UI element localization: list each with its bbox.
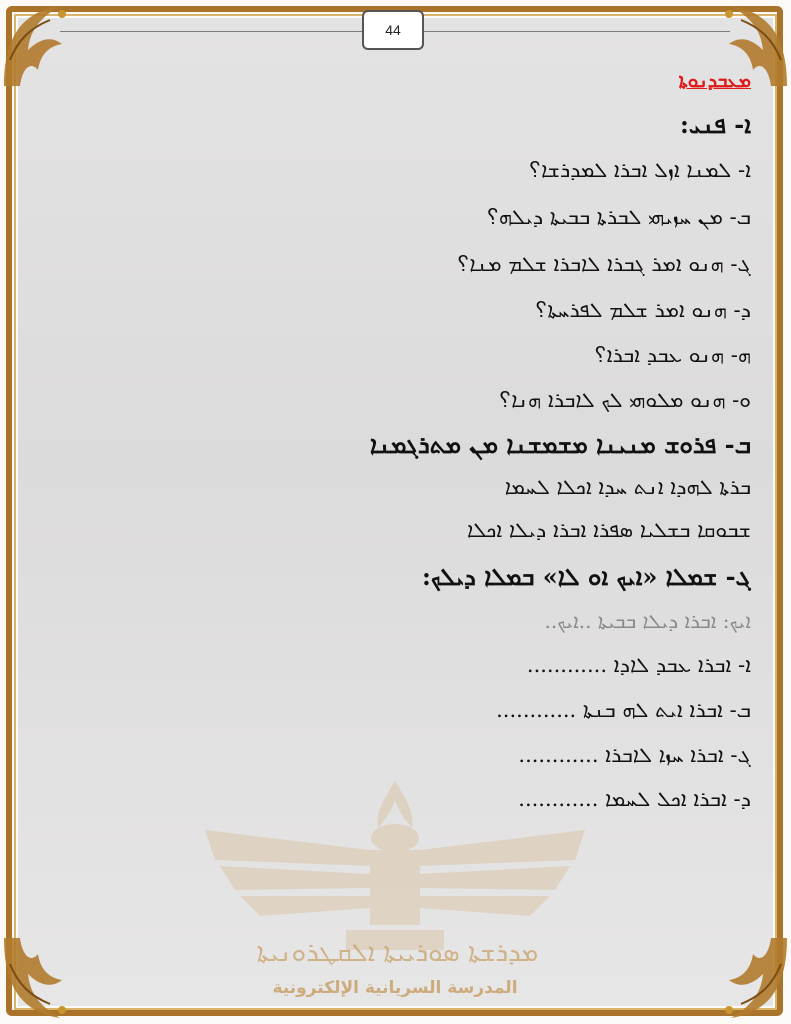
question-line: ܒ- ܡܢ ܚܙܝܗܝ ܠܒܪܬܐ ܒܒܝܬܐ ܕܝܠܗ؟ <box>487 205 751 229</box>
question-line: ܕ- ܗܢܘ ܐܡܪ ܫܠܡ ܠܦܪܚܬܐ؟ <box>535 298 751 322</box>
question-line: ܐ- ܠܡܢܐ ܐܙܠ ܐܒܪܐ ܠܡܕܪܫܐ؟ <box>529 158 751 182</box>
sentence-line: ܒܪܬܐ ܠܗܕܐ ܐܢܬ ܚܕܐ ܐܟܠܐ ܠܚܡܐ <box>504 475 751 499</box>
sentence-line: ܫܒܘܩܐ ܒܫܠܝܐ ܣܦܪܐ ܐܒܪܐ ܕܝܠܐ ܐܟܠܐ <box>467 518 751 542</box>
question-line: ܘ- ܗܢܘ ܡܠܘܗܝ ܠܟ ܠܐܒܪܐ ܗܢܐ؟ <box>499 388 751 412</box>
page-number-text: 44 <box>385 22 401 38</box>
question-line: ܓ- ܗܢܘ ܐܡܪ ܓܒܪܐ ܠܐܒܪܐ ܫܠܡ ܡܢܐ؟ <box>457 252 751 276</box>
fill-in-line: ܕ- ܐܒܪܐ ܐܟܠ ܠܚܡܐ ............ <box>518 787 751 811</box>
watermark-arabic-text: المدرسة السريانية الإلكترونية <box>272 978 518 998</box>
fill-in-line: ܓ- ܐܒܪܐ ܚܙܐ ܠܐܒܪܐ ............ <box>518 743 751 767</box>
ornament-corner-icon <box>0 934 90 1024</box>
example-line: ܐܝܟ: ܐܒܪܐ ܕܝܠܐ ܒܒܝܬܐ ..ܐܝܟ.. <box>544 609 751 633</box>
question-line: ܗ- ܗܢܘ ܥܒܕ ܐܒܪܐ؟ <box>594 343 751 367</box>
exercise-heading: ܒ- ܦܪܘܫ ܡܢܝܢܐ ܡܫܡܫܢܐ ܡܢ ܡܬܪܓܡܢܐ <box>369 430 751 459</box>
fill-in-line: ܒ- ܐܒܪܐ ܐܝܬ ܠܗ ܒܢܬܐ ............ <box>496 698 751 722</box>
question-heading: ܐ- ܦܢܝ: <box>680 110 751 139</box>
fill-in-line: ܐ- ܐܒܪܐ ܥܒܕ ܠܐܕܐ ............ <box>526 653 751 677</box>
page-number <box>362 10 424 50</box>
ornament-corner-icon <box>0 0 90 90</box>
watermark-syriac-text: ܡܕܪܫܬܐ ܣܘܪܝܝܬܐ ܐܠܩܛܪܘܢܝܬܐ <box>256 938 539 968</box>
exercise-heading: ܓ- ܫܡܠܐ «ܐܝܟ ܐܘ ܠܐ» ܒܡܠܐ ܕܝܠܟ: <box>422 562 751 591</box>
section-heading: ܡܥܒܕܢܘܬܐ <box>678 70 751 92</box>
ornament-corner-icon <box>701 934 791 1024</box>
